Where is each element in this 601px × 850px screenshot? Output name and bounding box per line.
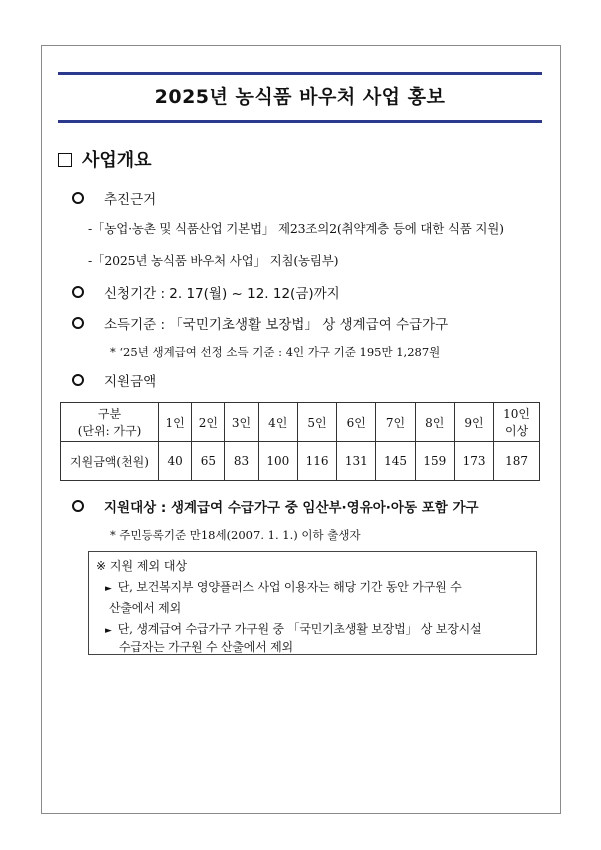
circle-bullet-icon — [72, 192, 84, 204]
table-cell: 40 — [159, 442, 192, 481]
basis-bullet — [72, 188, 156, 208]
circle-bullet-icon — [72, 500, 84, 512]
table-cell: 116 — [297, 442, 336, 481]
period-text: 신청기간 : 2. 17(월) ~ 12. 12(금)까지 — [104, 286, 340, 302]
table-header-cell: 3인 — [225, 403, 258, 442]
period-bullet — [72, 282, 340, 302]
header-unit: (단위: 가구) — [77, 424, 142, 438]
support-amount-table — [60, 402, 540, 481]
table-row — [61, 442, 540, 481]
table-cell: 83 — [225, 442, 258, 481]
amount-bullet — [72, 370, 156, 390]
section-heading — [58, 146, 152, 172]
table-row-label: 지원금액(천원) — [61, 442, 159, 481]
table-header-cell: 2인 — [192, 403, 225, 442]
exclusion-item-2 — [105, 620, 481, 637]
header-10-line2: 이상 — [504, 424, 529, 438]
checkbox-square-icon — [58, 153, 72, 167]
triangle-bullet-icon: ► — [105, 626, 112, 636]
table-header-cell: 5인 — [297, 403, 336, 442]
exclusion-item-1-line2: 산출에서 제외 — [109, 601, 181, 615]
circle-bullet-icon — [72, 317, 84, 329]
triangle-bullet-icon: ► — [105, 584, 112, 594]
table-header-row — [61, 403, 540, 442]
table-header-cell: 4인 — [258, 403, 297, 442]
table-header-cell: 6인 — [337, 403, 376, 442]
income-note: * ‘25년 생계급여 선정 소득 기준 : 4인 가구 기준 195만 1,287원 — [110, 345, 441, 359]
table-header-cell: 8인 — [415, 403, 454, 442]
table-header-cell: 9인 — [454, 403, 493, 442]
table-cell: 159 — [415, 442, 454, 481]
table-cell: 173 — [454, 442, 493, 481]
target-bullet — [72, 496, 479, 516]
header-category: 구분 — [97, 407, 122, 421]
table-cell: 100 — [258, 442, 297, 481]
target-note: * 주민등록기준 만18세(2007. 1. 1.) 이하 출생자 — [110, 528, 361, 542]
header-10-line1: 10인 — [503, 407, 531, 421]
title-top-rule — [58, 72, 542, 75]
table-cell: 145 — [376, 442, 415, 481]
circle-bullet-icon — [72, 286, 84, 298]
exclusion-title: ※ 지원 제외 대상 — [96, 559, 188, 573]
exclusion-item-2-line2: 수급자는 가구원 수 산출에서 제외 — [119, 640, 293, 654]
section-heading-text: 사업개요 — [82, 150, 152, 171]
title-bottom-rule — [58, 120, 542, 123]
table-header-cell: 1인 — [159, 403, 192, 442]
amount-label: 지원금액 — [104, 374, 157, 390]
table-header-cell: 7인 — [376, 403, 415, 442]
circle-bullet-icon — [72, 374, 84, 386]
exclusion-item-1-line1: 단, 보건복지부 영양플러스 사업 이용자는 해당 기간 동안 가구원 수 — [117, 580, 462, 594]
basis-item-2: -「2025년 농식품 바우처 사업」 지침(농림부) — [88, 253, 339, 268]
exclusion-item-1 — [105, 578, 461, 595]
income-text: 소득기준 : 「국민기초생활 보장법」 상 생계급여 수급가구 — [104, 317, 449, 333]
table-header-cell — [494, 403, 540, 442]
basis-item-1: -「농업·농촌 및 식품산업 기본법」 제23조의2(취약계층 등에 대한 식품 지원) — [88, 221, 504, 236]
table-cell: 131 — [337, 442, 376, 481]
table-cell: 187 — [494, 442, 540, 481]
table-cell: 65 — [192, 442, 225, 481]
target-text: 지원대상 : 생계급여 수급가구 중 임산부·영유아·아동 포함 가구 — [104, 500, 479, 516]
table-header-cell — [61, 403, 159, 442]
document-title: 2025년 농식품 바우처 사업 홍보 — [154, 86, 446, 108]
exclusion-item-2-line1: 단, 생계급여 수급가구 가구원 중 「국민기초생활 보장법」 상 보장시설 — [117, 622, 482, 636]
exclusion-box — [88, 551, 537, 655]
income-bullet — [72, 313, 448, 333]
basis-label: 추진근거 — [104, 192, 157, 208]
